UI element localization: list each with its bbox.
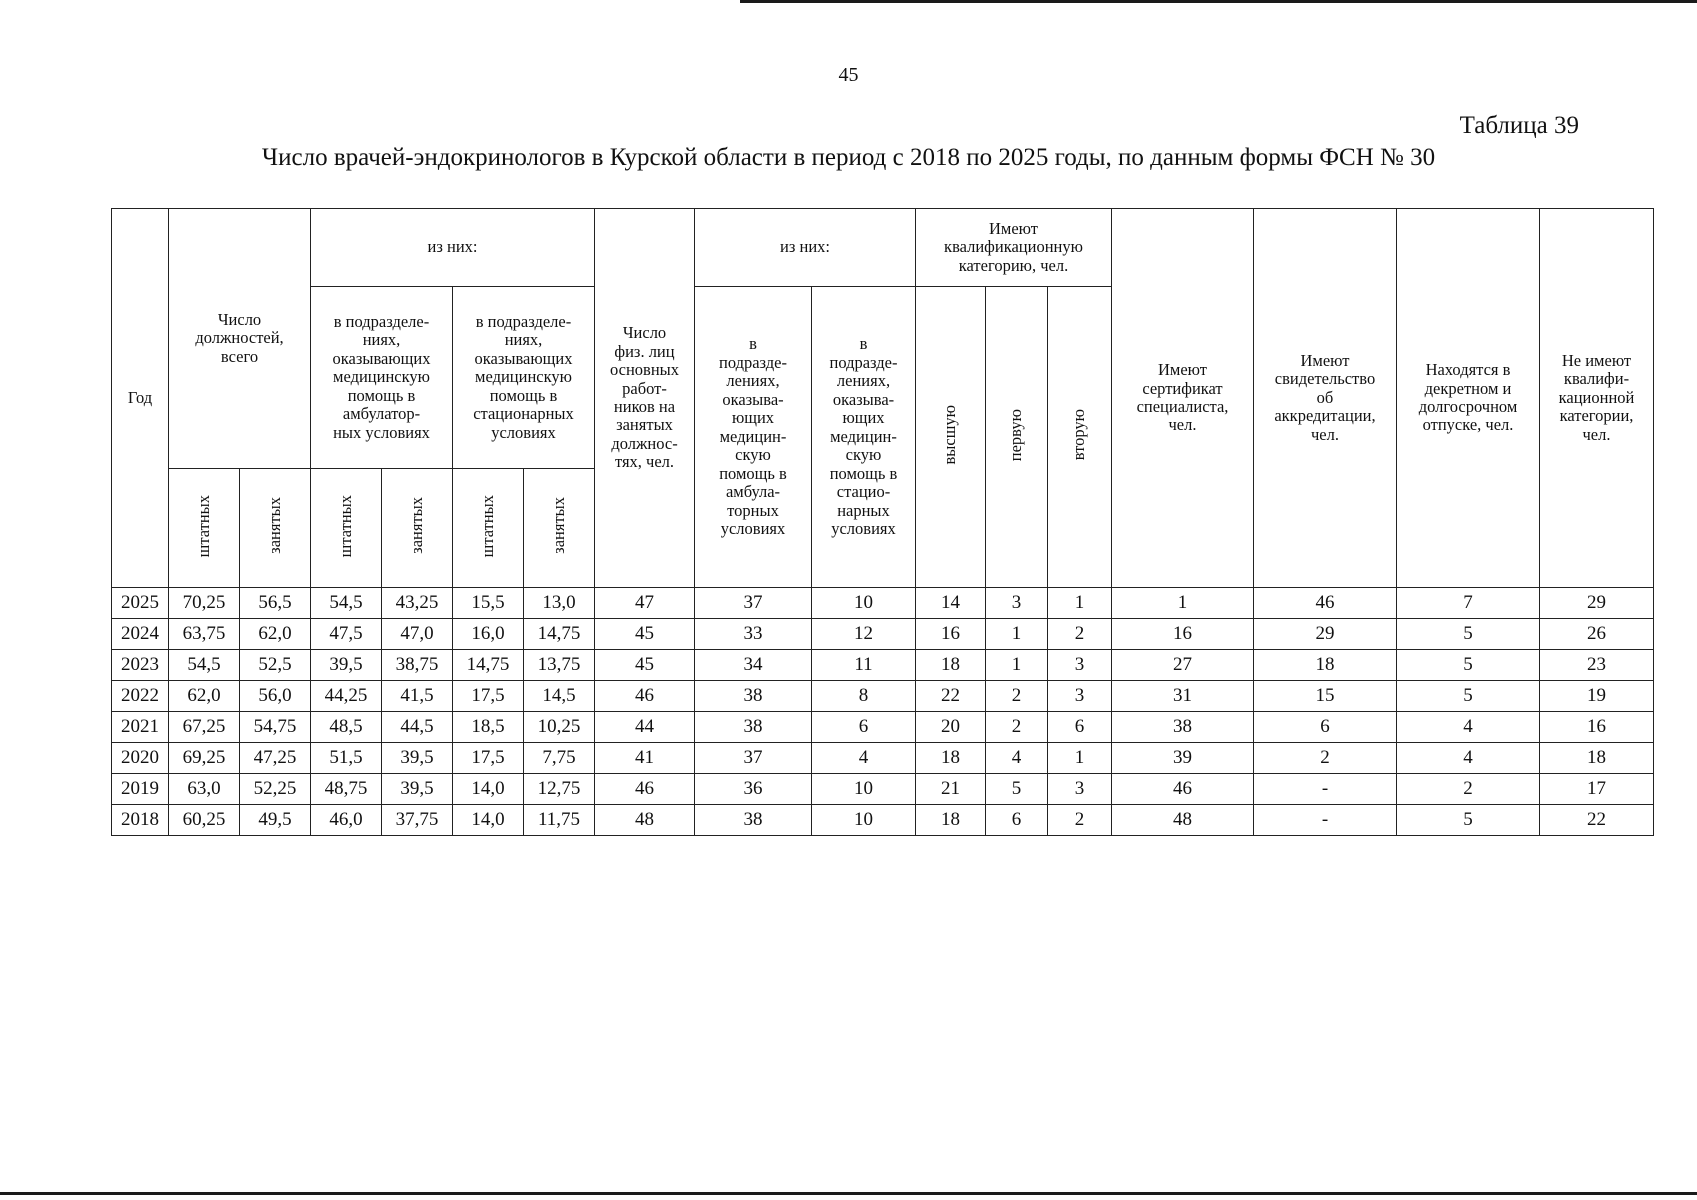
table-cell: 10 [812, 774, 916, 805]
table-cell: 20 [916, 712, 986, 743]
table-cell: 63,75 [169, 619, 240, 650]
table-cell: 56,5 [240, 588, 311, 619]
table-cell: 1 [986, 619, 1048, 650]
table-cell: 41 [595, 743, 695, 774]
table-cell: 16 [1112, 619, 1254, 650]
table-cell: 14,0 [453, 805, 524, 836]
header-ambulatory-units: в подразделе- ниях, оказывающих медицинскую помощь в амбулатор- ных условиях [311, 287, 453, 469]
table-cell: 18 [916, 805, 986, 836]
table-row [112, 712, 1654, 743]
table-cell: 22 [1540, 805, 1654, 836]
table-cell: 38,75 [382, 650, 453, 681]
table-cell: 2 [1254, 743, 1397, 774]
header-positions-total: Число должностей, всего [169, 209, 311, 469]
table-cell: 11 [812, 650, 916, 681]
table-cell: 17,5 [453, 681, 524, 712]
table-cell: 18 [916, 743, 986, 774]
page-number: 45 [838, 64, 859, 86]
table-row [112, 681, 1654, 712]
table-cell: 17,5 [453, 743, 524, 774]
table-cell: 52,5 [240, 650, 311, 681]
header-ambulatory-staff-label: штатных [335, 494, 355, 557]
table-cell: 47 [595, 588, 695, 619]
table-cell: 23 [1540, 650, 1654, 681]
table-cell: 4 [812, 743, 916, 774]
table-cell: 49,5 [240, 805, 311, 836]
table-cell: 29 [1254, 619, 1397, 650]
header-total-staff-label: штатных [193, 494, 213, 557]
table-cell: 6 [812, 712, 916, 743]
cell-year: 2020 [112, 743, 169, 774]
header-inpatient-occupied [524, 469, 595, 588]
table-cell: 51,5 [311, 743, 382, 774]
table-cell: 7 [1397, 588, 1540, 619]
table-cell: 34 [695, 650, 812, 681]
table-cell: 37 [695, 588, 812, 619]
table-cell: 45 [595, 650, 695, 681]
header-persons-inpatient: в подразде- лениях, оказыва- ющих медицин- скую помощь в стацио- нарных условиях [812, 287, 916, 588]
table-cell: 19 [1540, 681, 1654, 712]
table-cell: 18,5 [453, 712, 524, 743]
table-cell: 16 [916, 619, 986, 650]
cell-year: 2022 [112, 681, 169, 712]
header-no-category: Не имеют квалифи- кационной категории, чел. [1540, 209, 1654, 588]
header-category-second-label: вторую [1069, 409, 1089, 461]
table-cell: 44,25 [311, 681, 382, 712]
table-cell: 38 [695, 805, 812, 836]
header-category-first-label: первую [1006, 408, 1026, 461]
table-cell: 39 [1112, 743, 1254, 774]
table-cell: 62,0 [240, 619, 311, 650]
table-cell: 3 [1048, 681, 1112, 712]
table-cell: 70,25 [169, 588, 240, 619]
cell-year: 2023 [112, 650, 169, 681]
table-cell: 14,5 [524, 681, 595, 712]
table-cell: 1 [1112, 588, 1254, 619]
header-of-them-positions: из них: [311, 209, 595, 287]
table-cell: 11,75 [524, 805, 595, 836]
table-cell: 39,5 [382, 743, 453, 774]
header-ambulatory-staff [311, 469, 382, 588]
table-cell: 13,0 [524, 588, 595, 619]
table-cell: 60,25 [169, 805, 240, 836]
table-header [112, 209, 1654, 588]
table-cell: 26 [1540, 619, 1654, 650]
table-cell: 27 [1112, 650, 1254, 681]
table-cell: 46 [595, 774, 695, 805]
table-cell: 47,0 [382, 619, 453, 650]
table-cell: 18 [1540, 743, 1654, 774]
table-cell: 56,0 [240, 681, 311, 712]
table-cell: 1 [986, 650, 1048, 681]
header-category-highest-label: высшую [940, 405, 960, 465]
table-cell: - [1254, 805, 1397, 836]
table-cell: 1 [1048, 588, 1112, 619]
table-cell: 5 [1397, 805, 1540, 836]
table-cell: 2 [1048, 619, 1112, 650]
table-cell: 21 [916, 774, 986, 805]
header-total-occupied [240, 469, 311, 588]
table-cell: 7,75 [524, 743, 595, 774]
table-cell: 43,25 [382, 588, 453, 619]
table-row [112, 743, 1654, 774]
table-cell: 46 [595, 681, 695, 712]
header-inpatient-staff-label: штатных [477, 494, 497, 557]
table-cell: 37,75 [382, 805, 453, 836]
header-inpatient-units: в подразделе- ниях, оказывающих медицинскую помощь в стационарных условиях [453, 287, 595, 469]
table-cell: 54,5 [311, 588, 382, 619]
table-cell: 15,5 [453, 588, 524, 619]
table-cell: 5 [986, 774, 1048, 805]
table-cell: 14 [916, 588, 986, 619]
table-cell: 38 [1112, 712, 1254, 743]
table-cell: 14,0 [453, 774, 524, 805]
table-cell: 37 [695, 743, 812, 774]
table-cell: 69,25 [169, 743, 240, 774]
table-row [112, 588, 1654, 619]
table-cell: 5 [1397, 681, 1540, 712]
table-cell: 44,5 [382, 712, 453, 743]
table-cell: 15 [1254, 681, 1397, 712]
table-cell: 48,5 [311, 712, 382, 743]
table-cell: 62,0 [169, 681, 240, 712]
table-cell: 10,25 [524, 712, 595, 743]
header-inpatient-staff [453, 469, 524, 588]
table-cell: 14,75 [524, 619, 595, 650]
table-cell: 2 [1397, 774, 1540, 805]
table-cell: 17 [1540, 774, 1654, 805]
header-year: Год [112, 209, 169, 588]
table-cell: 22 [916, 681, 986, 712]
table-cell: 54,75 [240, 712, 311, 743]
header-ambulatory-occupied-label: занятых [406, 497, 426, 555]
table-cell: 45 [595, 619, 695, 650]
table-cell: 46 [1254, 588, 1397, 619]
header-of-them-persons: из них: [695, 209, 916, 287]
table-cell: 38 [695, 681, 812, 712]
endocrinologists-table [111, 208, 1654, 836]
table-cell: 12,75 [524, 774, 595, 805]
table-cell: 16 [1540, 712, 1654, 743]
header-ambulatory-occupied [382, 469, 453, 588]
header-leave: Находятся в декретном и долгосрочном отпуске, чел. [1397, 209, 1540, 588]
table-cell: 6 [986, 805, 1048, 836]
header-category-highest [916, 287, 986, 588]
scan-edge-top [740, 0, 1697, 3]
table-cell: 39,5 [311, 650, 382, 681]
table-cell: 3 [1048, 650, 1112, 681]
header-accreditation: Имеют свидетельство об аккредитации, чел. [1254, 209, 1397, 588]
table-cell: 2 [986, 681, 1048, 712]
table-cell: 13,75 [524, 650, 595, 681]
header-qualification-category: Имеют квалификационную категорию, чел. [916, 209, 1112, 287]
cell-year: 2025 [112, 588, 169, 619]
table-cell: 5 [1397, 650, 1540, 681]
cell-year: 2021 [112, 712, 169, 743]
table-cell: 4 [1397, 712, 1540, 743]
table-cell: 6 [1048, 712, 1112, 743]
table-cell: 67,25 [169, 712, 240, 743]
table-cell: 3 [1048, 774, 1112, 805]
cell-year: 2024 [112, 619, 169, 650]
table-cell: - [1254, 774, 1397, 805]
scan-edge-bottom [0, 1192, 1697, 1195]
table-cell: 16,0 [453, 619, 524, 650]
table-cell: 63,0 [169, 774, 240, 805]
header-total-staff [169, 469, 240, 588]
table-cell: 48 [595, 805, 695, 836]
table-cell: 48,75 [311, 774, 382, 805]
table-cell: 47,25 [240, 743, 311, 774]
table-body [112, 588, 1654, 836]
table-row [112, 774, 1654, 805]
table-row [112, 619, 1654, 650]
table-label: Таблица 39 [1459, 112, 1579, 139]
cell-year: 2018 [112, 805, 169, 836]
header-physical-persons: Число физ. лиц основных работ- ников на занятых должнос- тях, чел. [595, 209, 695, 588]
table-cell: 3 [986, 588, 1048, 619]
table-cell: 12 [812, 619, 916, 650]
table-cell: 47,5 [311, 619, 382, 650]
table-title: Число врачей-эндокринологов в Курской области в период с 2018 по 2025 годы, по данным формы ФСН № 30 [261, 144, 1436, 171]
table-cell: 33 [695, 619, 812, 650]
table-cell: 14,75 [453, 650, 524, 681]
table-cell: 8 [812, 681, 916, 712]
header-category-first [986, 287, 1048, 588]
table-cell: 36 [695, 774, 812, 805]
table-cell: 4 [1397, 743, 1540, 774]
header-total-occupied-label: занятых [264, 497, 284, 555]
table-cell: 52,25 [240, 774, 311, 805]
table-cell: 46,0 [311, 805, 382, 836]
header-category-second [1048, 287, 1112, 588]
table-cell: 48 [1112, 805, 1254, 836]
table-cell: 2 [986, 712, 1048, 743]
table-cell: 31 [1112, 681, 1254, 712]
header-certificate: Имеют сертификат специалиста, чел. [1112, 209, 1254, 588]
table-cell: 10 [812, 805, 916, 836]
cell-year: 2019 [112, 774, 169, 805]
table-cell: 6 [1254, 712, 1397, 743]
table-cell: 29 [1540, 588, 1654, 619]
table-cell: 39,5 [382, 774, 453, 805]
table-cell: 1 [1048, 743, 1112, 774]
table-cell: 18 [1254, 650, 1397, 681]
header-persons-ambulatory: в подразде- лениях, оказыва- ющих медицин- скую помощь в амбула- торных условиях [695, 287, 812, 588]
header-inpatient-occupied-label: занятых [548, 497, 568, 555]
table-cell: 41,5 [382, 681, 453, 712]
table-cell: 5 [1397, 619, 1540, 650]
table-cell: 54,5 [169, 650, 240, 681]
table-cell: 46 [1112, 774, 1254, 805]
table-row [112, 805, 1654, 836]
table-cell: 4 [986, 743, 1048, 774]
table-cell: 44 [595, 712, 695, 743]
table-cell: 18 [916, 650, 986, 681]
table-cell: 2 [1048, 805, 1112, 836]
table-cell: 38 [695, 712, 812, 743]
table-cell: 10 [812, 588, 916, 619]
table-row [112, 650, 1654, 681]
